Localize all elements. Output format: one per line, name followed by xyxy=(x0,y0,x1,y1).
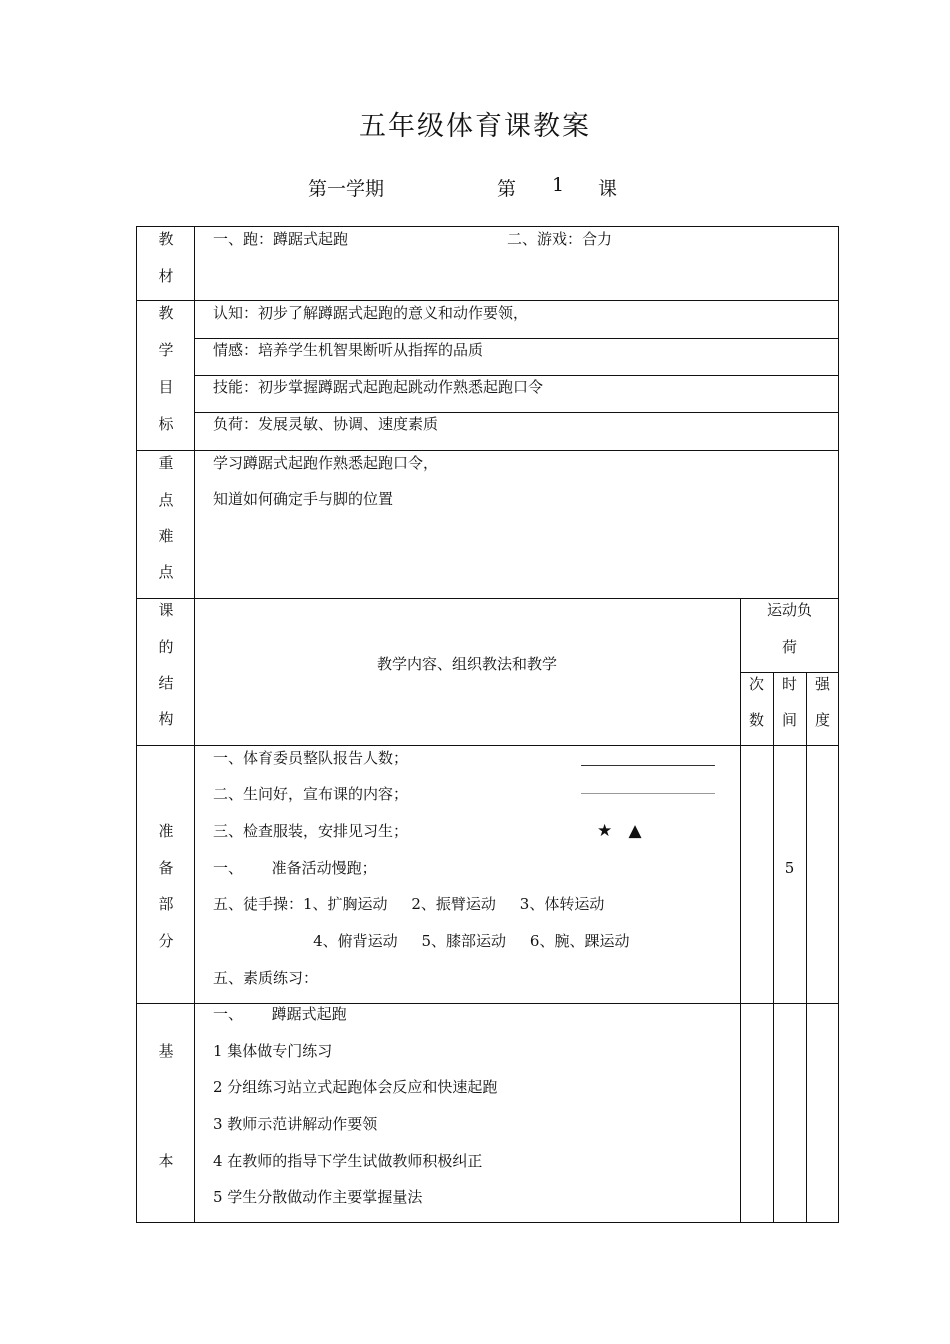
intensity-header-1: 强 xyxy=(814,675,830,693)
objective-label-3: 目 xyxy=(158,378,174,396)
prep-label-2: 备 xyxy=(158,859,174,877)
objective-label-4: 标 xyxy=(158,415,174,433)
prep-label-1: 准 xyxy=(158,822,174,840)
objective-label-2: 学 xyxy=(158,341,174,359)
prep-label-3: 部 xyxy=(158,895,174,913)
objective-skill: 技能：初步掌握蹲踞式起跑起跳动作熟悉起跑口令 xyxy=(213,378,544,396)
material-label-1: 教 xyxy=(158,230,174,248)
basic-line-6: 5 学生分散做动作主要掌握量法 xyxy=(213,1188,423,1206)
prep-line-5: 五、徒手操：1、扩胸运动 2、振臂运动 3、体转运动 xyxy=(213,895,605,913)
prep-line-6: 4、俯背运动 5、膝部运动 6、腕、踝运动 xyxy=(213,932,630,950)
load-header-1: 运动负 xyxy=(766,601,812,619)
basic-line-2: 1 集体做专门练习 xyxy=(213,1042,333,1060)
formation-symbols: ★ ▲ xyxy=(597,821,642,841)
formation-line-1 xyxy=(581,765,715,766)
lesson-prefix: 第 xyxy=(497,178,517,200)
material-label-2: 材 xyxy=(158,267,174,285)
key-label-4: 点 xyxy=(158,563,174,581)
lesson-plan-table xyxy=(136,226,839,1223)
count-header-2: 数 xyxy=(748,711,764,729)
basic-line-4: 3 教师示范讲解动作要领 xyxy=(213,1115,378,1133)
prep-label-4: 分 xyxy=(158,932,174,950)
structure-label-2: 的 xyxy=(158,638,174,656)
key-label-3: 难 xyxy=(158,527,174,545)
time-header-1: 时 xyxy=(781,675,797,693)
objective-label-1: 教 xyxy=(158,304,174,322)
basic-line-5: 4 在教师的指导下学生试做教师积极纠正 xyxy=(213,1152,483,1170)
intensity-header-2: 度 xyxy=(814,711,830,729)
prep-line-1: 一、体育委员整队报告人数； xyxy=(213,749,409,767)
lesson-suffix: 课 xyxy=(598,178,618,200)
prep-line-7: 五、素质练习： xyxy=(213,969,319,987)
structure-label-4: 构 xyxy=(158,710,174,728)
objective-cognition: 认知：初步了解蹲踞式起跑的意义和动作要领， xyxy=(213,304,529,322)
prep-line-3: 三、检查服装，安排见习生； xyxy=(213,822,409,840)
material-item-1: 一、跑：蹲踞式起跑 xyxy=(213,230,349,248)
load-header-2: 荷 xyxy=(781,638,797,656)
structure-label-1: 课 xyxy=(158,601,174,619)
key-label-1: 重 xyxy=(158,454,174,472)
basic-line-3: 2 分组练习站立式起跑体会反应和快速起跑 xyxy=(213,1078,498,1096)
content-header: 教学内容、组织教法和教学 xyxy=(376,655,557,673)
objective-emotion: 情感：培养学生机智果断听从指挥的品质 xyxy=(213,341,484,359)
key-label-2: 点 xyxy=(158,491,174,509)
objective-load: 负荷：发展灵敏、协调、速度素质 xyxy=(213,415,439,433)
count-header-1: 次 xyxy=(748,675,764,693)
basic-label-1: 基 xyxy=(158,1042,174,1060)
basic-label-2: 本 xyxy=(158,1152,174,1170)
material-item-2: 二、游戏：合力 xyxy=(507,230,613,248)
prep-line-2: 二、生问好，宣布课的内容； xyxy=(213,785,409,803)
structure-label-3: 结 xyxy=(158,674,174,692)
key-point-1: 学习蹲踞式起跑作熟悉起跑口令， xyxy=(213,454,439,472)
basic-line-1: 一、 蹲踞式起跑 xyxy=(213,1005,347,1023)
prep-time-value: 5 xyxy=(784,859,795,877)
page-title: 五年级体育课教案 xyxy=(359,111,591,142)
time-header-2: 间 xyxy=(781,711,797,729)
key-point-2: 知道如何确定手与脚的位置 xyxy=(213,490,394,508)
lesson-number: 1 xyxy=(552,174,565,196)
prep-line-4: 一、 准备活动慢跑； xyxy=(213,859,377,877)
semester: 第一学期 xyxy=(308,178,385,200)
formation-line-2 xyxy=(581,793,715,794)
